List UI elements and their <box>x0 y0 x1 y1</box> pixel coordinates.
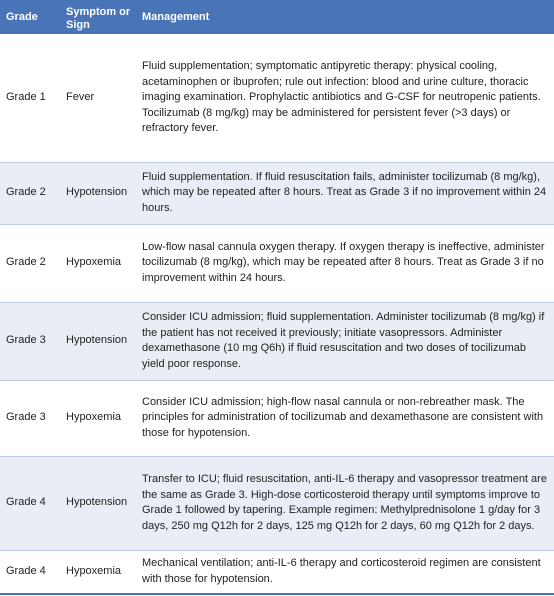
management-cell: Fluid supplementation; symptomatic antipyretic therapy: physical cooling, acetaminophen or ibuprofen; rule out infection: blood and urine culture, thoracic imaging examination. Prophylactic antibiotics and G-CSF for neutropenic patients. Tocilizumab (8 mg/kg) may be administered for persistent fever (>3 days) or refractory fever. <box>142 60 541 134</box>
management-cell: Low-flow nasal cannula oxygen therapy. If oxygen therapy is ineffective, administer tocilizumab (8 mg/kg), which may be repeated after 8 hours. Treat as Grade 3 if no improvement within 24 hours. <box>142 240 545 284</box>
header-symptom: Symptom or Sign <box>66 6 131 31</box>
management-cell: Transfer to ICU; fluid resuscitation, anti-IL-6 therapy and vasopressor treatment are the same as Grade 3. High-dose corticosteroid therapy until symptoms improve to Grade 1 followed by tapering. Example regimen: Methylprednisolone 1 g/day for 3 days, 250 mg Q12h for 2 days, 125 mg Q12h for 2 days, 60 mg Q12h for 2 days. <box>142 473 547 532</box>
symptom-cell: Hypotension <box>66 186 128 199</box>
table-body <box>0 34 554 594</box>
symptom-cell: Hypotension <box>66 496 128 509</box>
symptom-cell: Hypotension <box>66 334 128 347</box>
management-cell: Mechanical ventilation; anti-IL-6 therapy and corticosteroid regimen are consistent with those for hypotension. <box>142 557 541 585</box>
management-cell: Consider ICU admission; high-flow nasal cannula or non-rebreather mask. The principles for administration of tocilizumab and dexamethasone are consistent with those for hypotension. <box>142 395 544 439</box>
symptom-cell: Hypoxemia <box>66 256 122 269</box>
management-cell: Consider ICU admission; fluid supplementation. Administer tocilizumab (8 mg/kg) if the patient has not received it previously; initiate vasopressors. Administer dexamethasone (10 mg Q6h) if fluid resuscitation and two doses of tocilizumab yield poor response. <box>142 311 545 370</box>
table-row <box>0 302 554 380</box>
table-row <box>0 224 554 302</box>
grade-cell: Grade 4 <box>6 496 46 509</box>
grade-cell: Grade 3 <box>6 334 46 347</box>
management-cell: Fluid supplementation. If fluid resuscitation fails, administer tocilizumab (8 mg/kg), which may be repeated after 8 hours. Treat as Grade 3 if no improvement within 24 hours. <box>142 170 547 214</box>
header-grade: Grade <box>6 11 38 23</box>
header-management: Management <box>142 11 210 23</box>
table-row <box>0 456 554 550</box>
symptom-cell: Fever <box>66 91 95 103</box>
table-row <box>0 34 554 162</box>
symptom-cell: Hypoxemia <box>66 411 122 424</box>
grade-cell: Grade 3 <box>6 411 46 424</box>
grade-cell: Grade 4 <box>6 565 46 577</box>
table-row <box>0 162 554 224</box>
grade-cell: Grade 2 <box>6 256 46 269</box>
table-row <box>0 380 554 456</box>
header-row <box>0 0 554 34</box>
grade-cell: Grade 1 <box>6 91 46 103</box>
grade-cell: Grade 2 <box>6 186 46 199</box>
table-header <box>0 0 554 34</box>
table-row <box>0 550 554 594</box>
symptom-cell: Hypoxemia <box>66 565 122 577</box>
